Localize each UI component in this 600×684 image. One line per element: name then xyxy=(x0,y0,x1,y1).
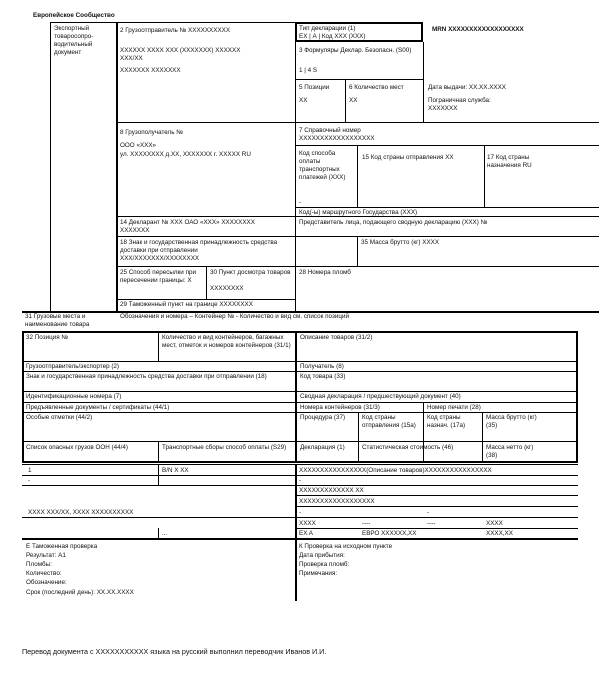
customs-check-seals: Пломбы: xyxy=(26,561,52,568)
field-5-label: 5 Позиции xyxy=(299,84,330,91)
field-18-value: XXX/XXXXXXX/XXXXXXXX xyxy=(120,255,200,262)
field-25-label: 25 Способ пересылки при пересечении границы: X xyxy=(120,269,197,284)
grid-line xyxy=(295,331,297,463)
grid-line xyxy=(158,464,159,485)
grid-dispatch-country: Код страны отправления (15a) xyxy=(362,414,416,429)
field-30-label: 30 Пункт досмотра товаров xyxy=(210,269,291,276)
grid-goods-description: Описание товаров (31/2) xyxy=(300,334,373,341)
grid-identification: Идентификационные номера (7) xyxy=(26,393,122,400)
payment-method-dash: - xyxy=(299,199,302,206)
data-seal-number: - xyxy=(427,509,430,516)
frame-line xyxy=(117,122,599,123)
community-title: Европейское Сообщество xyxy=(33,12,115,19)
document-type-label: Экспортный товаросопро-водительный документ xyxy=(54,25,94,56)
customs-check-label: Е Таможенная проверка xyxy=(26,543,98,550)
field-8-line1: ООО «XXX» xyxy=(120,142,157,149)
representative-label: Представитель лица, подающего сводную декларацию (XXX) № xyxy=(299,219,488,226)
field-6-label: 6 Количество мест xyxy=(349,84,404,91)
grid-container-numbers: Номера контейнеров (31/3) xyxy=(300,404,380,411)
grid-net-mass: Масса нетто (кг) (38) xyxy=(486,444,534,459)
data-identification: XXXX XXX/XX, XXXX XXXXXXXXXX xyxy=(28,509,134,516)
data-commodity-code: XXXXXXXXXXXXX XX xyxy=(299,487,364,494)
grid-line xyxy=(22,441,578,442)
field-8-line2: ул. XXXXXXXX д.XX, XXXXXXX г. XXXXX RU xyxy=(120,151,251,158)
frame-line xyxy=(296,207,599,208)
grid-commodity-code: Код товара (33) xyxy=(300,373,346,380)
grid-line xyxy=(295,464,297,601)
frame-line xyxy=(116,22,118,312)
grid-summary-declaration: Сводная декларация / предшествующий документ (40) xyxy=(300,393,461,400)
frame-line xyxy=(357,236,358,266)
grid-statistical-value: Статистическая стоимость (46) xyxy=(362,444,454,451)
frame-line xyxy=(117,266,599,267)
field-29-label: 29 Таможенный пункт на границе XXXXXXXX xyxy=(120,301,253,308)
border-service-label: Пограничная служба: xyxy=(428,97,491,104)
field-17-label: 17 Код страны назначения RU xyxy=(487,154,532,169)
grid-line xyxy=(22,485,578,486)
issue-date: Дата выдачи: XX.XX.XXXX xyxy=(428,84,506,91)
data-container-numbers: - xyxy=(299,509,302,516)
field-5-value: XX xyxy=(299,97,308,104)
data-description: XXXXXXXXXXXXXXXX(Описание товаров)XXXXXXXXXXXXXXXX xyxy=(299,467,492,474)
grid-line xyxy=(158,528,159,538)
route-countries-label: Код(-ы) маршрутного Государства (XXX) xyxy=(299,209,418,216)
grid-line xyxy=(22,475,578,476)
field-14-label: 14 Декларант № XXX ОАО «XXX» XXXXXXXX xyxy=(120,219,255,226)
customs-check-mark: Обозначение: xyxy=(26,579,67,586)
field-18-label: 18 Знак и государственная принадлежность средства доставки при отправлении xyxy=(120,239,278,254)
grid-line xyxy=(22,464,578,465)
field-1-label: Тип декларации (1) xyxy=(299,25,356,32)
frame-line xyxy=(50,22,51,312)
data-dispatch-country: ---- xyxy=(362,520,371,527)
grid-line xyxy=(296,495,578,496)
field-31-value: Обозначения и номера – Контейнер № - Количество и вид см. список позиций xyxy=(120,313,350,320)
origin-arrival-date: Дата прибытия: xyxy=(299,552,345,559)
origin-seal-check: Проверка пломб: xyxy=(299,561,350,568)
origin-notes: Примечания: xyxy=(299,570,338,577)
data-statistical-value: ЕВРО XXXXXX,XX xyxy=(362,530,417,537)
data-gross-mass: XXXX xyxy=(486,520,503,527)
field-15-label: 15 Код страны отправления XX xyxy=(362,154,454,161)
data-consignee: - xyxy=(299,477,302,484)
grid-consignor: Грузоотправитель/экспортер (2) xyxy=(26,363,120,370)
grid-line xyxy=(423,402,424,463)
field-6-value: XX xyxy=(349,97,358,104)
frame-line xyxy=(345,79,346,122)
grid-line xyxy=(22,538,578,540)
customs-check-result: Результат: А1 xyxy=(26,552,66,559)
frame-line xyxy=(484,145,485,207)
field-35-label: 35 Масса брутто (кг) XXXX xyxy=(361,239,440,246)
grid-procedure: Процедура (37) xyxy=(300,414,346,421)
field-1-value: ЕХ | А | Код XXX (XXX) xyxy=(299,33,366,40)
data-container: B/N X XX xyxy=(162,467,189,474)
grid-line xyxy=(22,517,578,518)
frame-line xyxy=(50,22,296,23)
grid-destination-country: Код страны назнач. (17a) xyxy=(427,414,466,429)
data-summary-declaration: XXXXXXXXXXXXXXXXXX xyxy=(299,498,375,505)
data-declaration: EX A xyxy=(299,530,314,537)
grid-special-notes: Особые отметки (44/2) xyxy=(26,414,93,421)
grid-line xyxy=(22,412,578,413)
origin-check-label: К Проверка на исходном пункте xyxy=(299,543,393,550)
grid-dangerous-goods: Список опасных грузов ООН (44/4) xyxy=(26,444,128,451)
border-service-value: XXXXXXX xyxy=(428,105,458,112)
frame-line xyxy=(117,236,599,237)
grid-line xyxy=(22,361,578,362)
field-14-value: XXXXXXX xyxy=(120,227,150,234)
field-2-label: 2 Грузоотправитель № XXXXXXXXXX xyxy=(120,27,231,34)
field-31-label: 31 Грузовые места и наименование товара xyxy=(25,313,90,328)
field-3-value: 1 | 4 S xyxy=(299,67,318,74)
grid-line xyxy=(22,391,578,392)
frame-line xyxy=(423,42,424,122)
data-net-mass: XXXX,XX xyxy=(486,530,513,537)
grid-containers: Количество и вид контейнеров, багажных мест, отметок и номеров контейнеров (31/1) xyxy=(162,334,291,349)
grid-consignee: Получатель (8) xyxy=(300,363,344,370)
field-2-line1: XXXXXX XXXX XXX (XXXXXXX) XXXXXX xyxy=(120,47,241,54)
frame-line xyxy=(295,79,423,80)
grid-line xyxy=(158,441,159,463)
data-item-number: 1 xyxy=(28,467,32,474)
grid-line xyxy=(22,402,578,403)
field-2-line2: XXX/XX xyxy=(120,55,143,62)
field-28-label: 28 Номера пломб xyxy=(299,269,351,276)
customs-check-quantity: Количество: xyxy=(26,570,62,577)
field-2-line3: XXXXXXX XXXXXXX xyxy=(120,67,181,74)
frame-line xyxy=(296,145,599,146)
frame-line xyxy=(357,145,358,207)
translator-note: Перевод документа с XXXXXXXXXXX языка на русский выполнил переводчик Иванов И.И. xyxy=(22,647,327,656)
grid-transport-charges: Транспортные сборы способ оплаты (S29) xyxy=(162,444,287,451)
grid-line xyxy=(158,331,159,361)
frame-line xyxy=(295,22,296,312)
data-transport-charges: ... xyxy=(162,530,168,537)
grid-position: 32 Позиция № xyxy=(26,334,69,341)
grid-seal-number: Номер печати (28) xyxy=(427,404,481,411)
grid-gross-mass: Масса брутто (кг) (35) xyxy=(486,414,537,429)
grid-line xyxy=(22,371,578,372)
grid-documents: Предъявленные документы / сертификаты (44/1) xyxy=(26,404,170,411)
field-7-value: XXXXXXXXXXXXXXXXXX xyxy=(299,135,375,142)
grid-line xyxy=(358,412,359,463)
grid-declaration: Декларация (1) xyxy=(300,444,345,451)
grid-transport: Знак и государственная принадлежность средства доставки при отправлении (18) xyxy=(26,373,267,380)
field-3-label: 3 Формуляры Деклар. Безопасн. (S00) xyxy=(299,47,412,54)
frame-line xyxy=(117,299,295,300)
field-8-label: 8 Грузополучатель № xyxy=(120,129,184,136)
data-consignor: - xyxy=(28,477,31,484)
mrn-number: MRN XXXXXXXXXXXXXXXXXX xyxy=(432,26,524,33)
field-30-value: XXXXXXXX xyxy=(210,285,244,292)
customs-check-term: Срок (последний день): XX.XX.XXXX xyxy=(26,589,134,596)
data-procedure: XXXX xyxy=(299,520,316,527)
field-7-label: 7 Справочный номер xyxy=(299,127,361,134)
frame-line xyxy=(206,266,207,299)
data-destination-country: ---- xyxy=(427,520,436,527)
grid-line xyxy=(296,528,578,529)
grid-line xyxy=(296,506,578,507)
grid-line xyxy=(482,412,483,463)
payment-method-label: Код способа оплаты транспортных платежей (XXX) xyxy=(299,150,346,181)
